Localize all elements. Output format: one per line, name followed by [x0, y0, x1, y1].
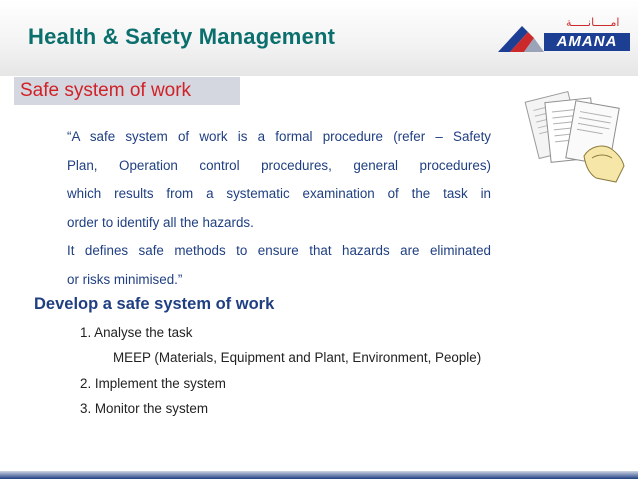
footer-rule — [0, 471, 638, 479]
quote-line: or risks minimised.” — [67, 271, 183, 287]
section-title: Safe system of work — [20, 80, 192, 101]
slide-title: Health & Safety Management — [28, 24, 336, 49]
develop-heading: Develop a safe system of work — [34, 295, 275, 313]
quote-line: “A safe system of work is a formal procedure (refer – Safety — [67, 129, 491, 144]
documents-in-hand-icon — [512, 86, 630, 186]
step-item: 3. Monitor the system — [80, 401, 209, 416]
step-item: 2. Implement the system — [80, 376, 226, 391]
definition-quote — [67, 123, 491, 295]
quote-line: It defines safe methods to ensure that hazards are eliminated — [67, 243, 491, 259]
quote-line: which results from a systematic examination of the task in — [67, 186, 491, 202]
quote-line: order to identify all the hazards. — [67, 214, 254, 230]
amana-triangle-logo-icon — [498, 24, 548, 52]
step-item: 1. Analyse the task — [80, 325, 193, 340]
step-subitem: MEEP (Materials, Equipment and Plant, Environment, People) — [113, 350, 482, 365]
quote-line: Plan, Operation control procedures, general procedures) — [67, 157, 491, 173]
logo-wordmark: AMANA — [544, 33, 630, 51]
logo-arabic-text: امـــــانـــــة — [566, 16, 620, 29]
